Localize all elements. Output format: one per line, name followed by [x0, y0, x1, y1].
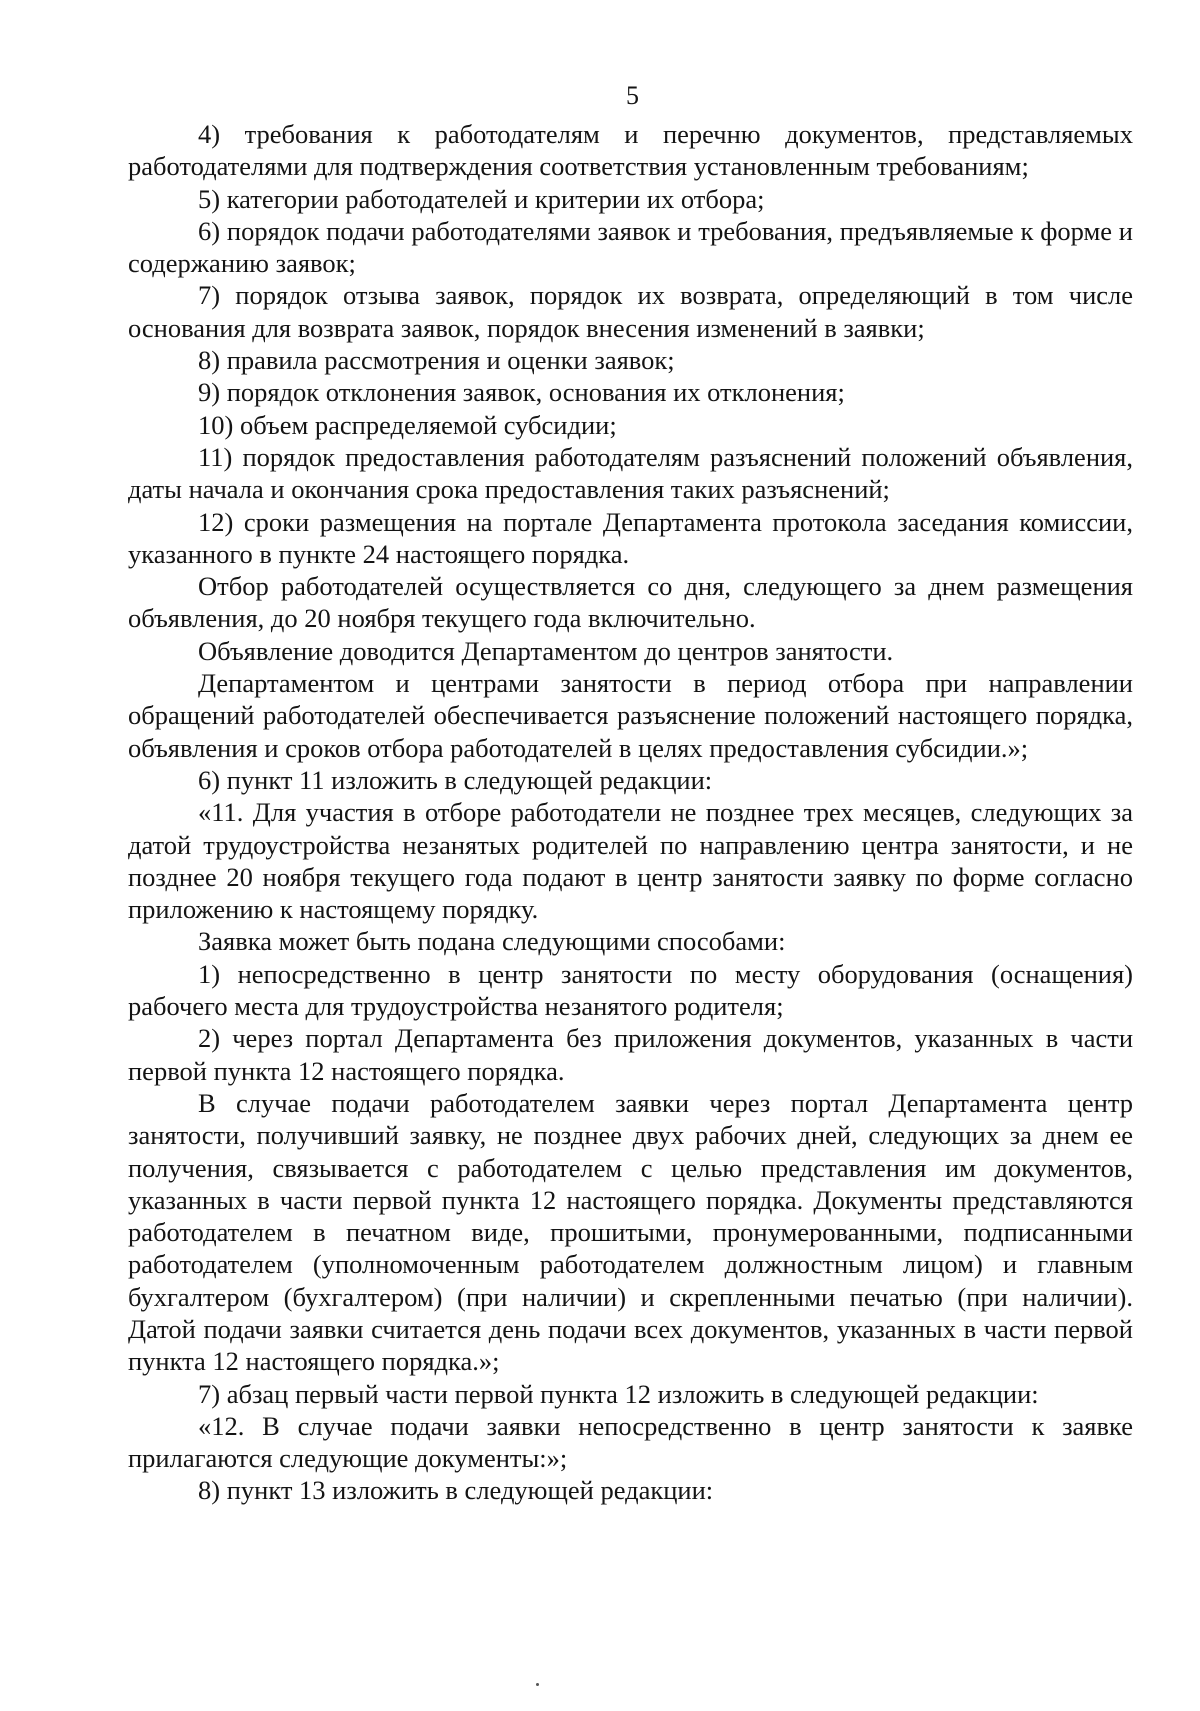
- paragraph-clarification-duty: Департаментом и центрами занятости в период отбора при направлении обращений работодателей обеспечивается разъяснение положений настоящего порядка, объявления и сроков отбора работодателей в целях предоставления субсидии.»;: [128, 668, 1133, 763]
- page-number: 5: [626, 81, 639, 110]
- paragraph-item-11-clarifications: 11) порядок предоставления работодателям разъяснений положений объявления, даты начала и окончания срока предоставления таких разъяснений;: [128, 441, 1133, 505]
- paragraph-method-2: 2) через портал Департамента без приложения документов, указанных в части первой пункта 12 настоящего порядка.: [128, 1023, 1133, 1086]
- paragraph-item-9-rejection: 9) порядок отклонения заявок, основания их отклонения;: [198, 377, 845, 408]
- paragraph-amendment-6: 6) пункт 11 изложить в следующей редакции:: [198, 764, 713, 795]
- paragraph-portal-submission: В случае подачи работодателем заявки через портал Департамента центр занятости, получивший заявку, не позднее двух рабочих дней, следующих за днем ее получения, связывается с работодателем с целью представления им документов, указанных в части первой пункта 12 настоящего порядка. Документы представляются работодателем в печатном виде, прошитыми, пронумерованными, подписанными работодателем (уполномоченным работодателем должностным лицом) и главным бухгалтером (бухгалтером) (при наличии) и скрепленными печатью (при наличии). Датой подачи заявки считается день подачи всех документов, указанных в части первой пункта 12 настоящего порядка.»;: [128, 1087, 1133, 1377]
- paragraph-selection-period: Отбор работодателей осуществляется со дня, следующего за днем размещения объявления, до 20 ноября текущего года включительно.: [128, 571, 1133, 634]
- paragraph-item-7-withdrawal: 7) порядок отзыва заявок, порядок их возврата, определяющий в том числе основания для возврата заявок, порядок внесения изменений в заявки;: [128, 280, 1133, 343]
- paragraph-submission-methods: Заявка может быть подана следующими способами:: [198, 926, 786, 957]
- paragraph-amendment-7: 7) абзац первый части первой пункта 12 изложить в следующей редакции:: [198, 1378, 1039, 1409]
- paragraph-item-8-review-rules: 8) правила рассмотрения и оценки заявок;: [198, 345, 675, 376]
- paragraph-item-10-subsidy-volume: 10) объем распределяемой субсидии;: [198, 409, 617, 440]
- paragraph-item-6-submission: 6) порядок подачи работодателями заявок и требования, предъявляемые к форме и содержанию заявок;: [128, 215, 1133, 279]
- paragraph-item-4-requirements: 4) требования к работодателям и перечню документов, представляемых работодателями для подтверждения соответствия установленным требованиям;: [128, 119, 1133, 182]
- paragraph-point-12: «12. В случае подачи заявки непосредственно в центр занятости к заявке прилагаются следующие документы:»;: [128, 1410, 1133, 1474]
- paragraph-announcement: Объявление доводится Департаментом до центров занятости.: [198, 635, 894, 666]
- paragraph-item-5-categories: 5) категории работодателей и критерии их отбора;: [198, 183, 765, 214]
- paragraph-method-1: 1) непосредственно в центр занятости по месту оборудования (оснащения) рабочего места для трудоустройства незанятого родителя;: [128, 958, 1133, 1022]
- paragraph-item-12-protocol-terms: 12) сроки размещения на портале Департамента протокола заседания комиссии, указанного в пункте 24 настоящего порядка.: [128, 506, 1133, 569]
- scan-speck: [536, 1683, 539, 1686]
- document-page: [128, 78, 1133, 1507]
- paragraph-point-11: «11. Для участия в отборе работодатели не позднее трех месяцев, следующих за датой трудоустройства незанятых родителей по направлению центра занятости, и не позднее 20 ноября текущего года подают в центр занятости заявку по форме согласно приложению к настоящему порядку.: [128, 797, 1133, 925]
- paragraph-amendment-8: 8) пункт 13 изложить в следующей редакции:: [198, 1475, 714, 1506]
